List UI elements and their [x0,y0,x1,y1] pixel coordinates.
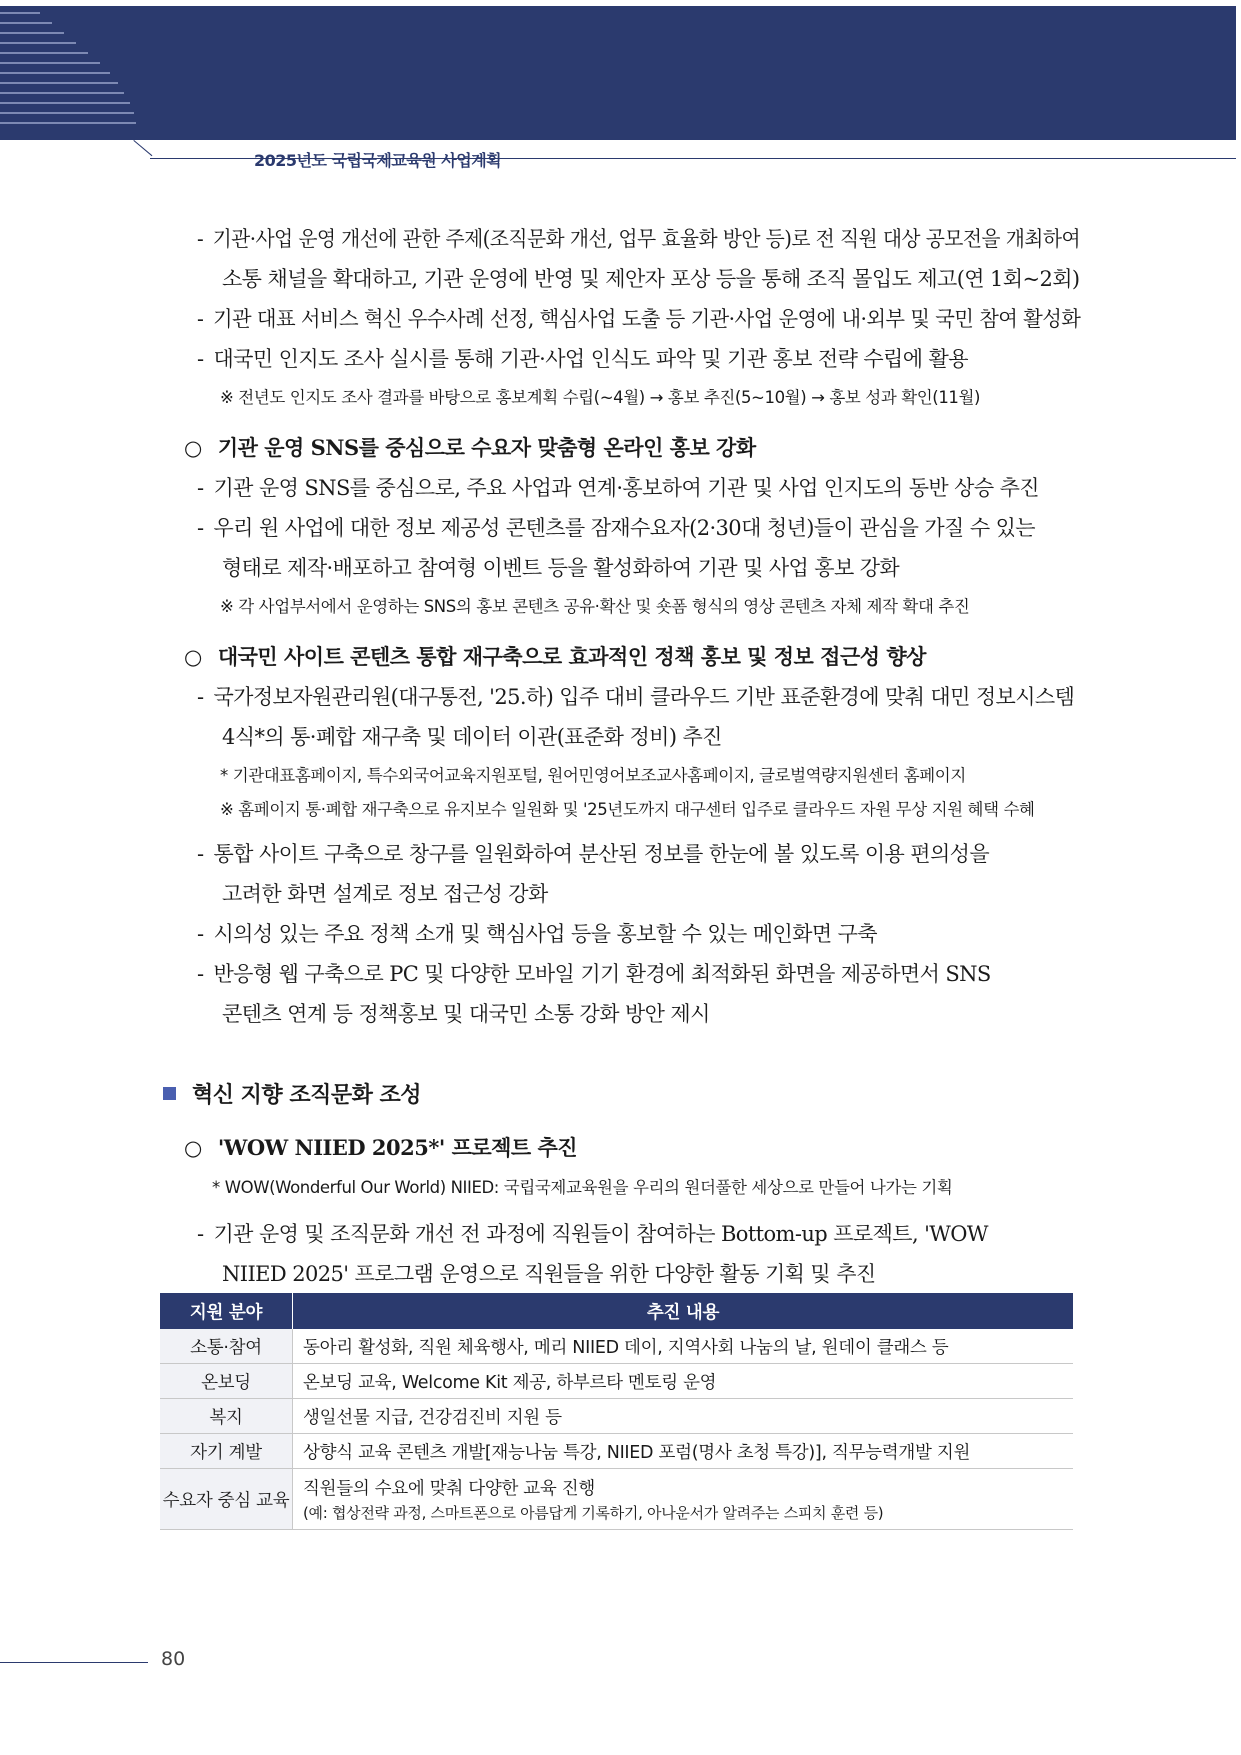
table-header-row [160,1293,1073,1329]
note-line: ※ 전년도 인지도 조사 결과를 바탕으로 홍보계획 수립(~4월) → 홍보 추진(5~10월) → 홍보 성과 확인(11월) [220,388,981,407]
footer-rule [0,1662,148,1663]
category-cell: 수요자 중심 교육 [160,1469,293,1530]
category-cell: 자기 계발 [160,1434,293,1469]
content-cell [293,1469,1074,1530]
body-line: 소통 채널을 확대하고, 기관 운영에 반영 및 제안자 포상 등을 통해 조직 몰입도 제고(연 1회~2회) [222,267,1080,291]
content-cell: 상향식 교육 콘텐츠 개발[재능나눔 특강, NIIED 포럼(명사 초청 특강)], 직무능력개발 지원 [293,1434,1074,1469]
content-sub: (예: 협상전략 과정, 스마트폰으로 아름답게 기록하기, 아나운서가 알려주는 스피치 훈련 등) [303,1504,884,1522]
note-line: * 기관대표홈페이지, 특수외국어교육지원포털, 원어민영어보조교사홈페이지, 글로벌역량지원센터 홈페이지 [220,766,966,785]
category-cell: 온보딩 [160,1364,293,1399]
table-row [160,1364,1073,1399]
body-line: 형태로 제작·배포하고 참여형 이벤트 등을 활성화하여 기관 및 사업 홍보 강화 [222,556,900,580]
section-heading: 혁신 지향 조직문화 조성 [163,1078,421,1109]
header-stripes [0,8,140,128]
content-cell: 동아리 활성화, 직원 체육행사, 메리 NIIED 데이, 지역사회 나눔의 날, 원데이 클래스 등 [293,1329,1074,1364]
subheading: ○ 'WOW NIIED 2025*' 프로젝트 추진 [184,1135,578,1160]
body-line: - 대국민 인지도 조사 실시를 통해 기관·사업 인식도 파악 및 기관 홍보 전략 수립에 활용 [197,347,968,371]
body-line: - 국가정보자원관리원(대구통전, '25.하) 입주 대비 클라우드 기반 표준환경에 맞춰 대민 정보시스템 [197,685,1075,709]
page-number: 80 [161,1648,186,1670]
table-row [160,1399,1073,1434]
body-line: - 시의성 있는 주요 정책 소개 및 핵심사업 등을 홍보할 수 있는 메인화면 구축 [197,922,877,946]
support-table [160,1293,1073,1530]
body-line: - 기관·사업 운영 개선에 관한 주제(조직문화 개선, 업무 효율화 방안 등)로 전 직원 대상 공모전을 개최하여 [197,227,1081,251]
body-line: - 기관 운영 및 조직문화 개선 전 과정에 직원들이 참여하는 Bottom-up 프로젝트, 'WOW [197,1222,988,1246]
table-header-cell: 추진 내용 [293,1293,1074,1329]
category-cell: 복지 [160,1399,293,1434]
body-line: - 기관 운영 SNS를 중심으로, 주요 사업과 연계·홍보하여 기관 및 사업 인지도의 동반 상승 추진 [197,476,1039,500]
content-main: 직원들의 수요에 맞춰 다양한 교육 진행 [303,1479,595,1499]
table-row [160,1469,1073,1530]
note-line: ※ 각 사업부서에서 운영하는 SNS의 홍보 콘텐츠 공유·확산 및 숏폼 형식의 영상 콘텐츠 자체 제작 확대 추진 [220,597,970,616]
document-title: 2025년도 국립국제교육원 사업계획 [254,151,502,170]
table-row [160,1434,1073,1469]
category-cell: 소통·참여 [160,1329,293,1364]
header-band [0,6,1236,140]
square-bullet-icon [163,1087,176,1100]
header-diagonal [133,140,152,156]
body-line: 콘텐츠 연계 등 정책홍보 및 대국민 소통 강화 방안 제시 [222,1002,710,1026]
table-row [160,1329,1073,1364]
body-line: NIIED 2025' 프로그램 운영으로 직원들을 위한 다양한 활동 기획 및 추진 [222,1262,876,1286]
content-cell: 온보딩 교육, Welcome Kit 제공, 하부르타 멘토링 운영 [293,1364,1074,1399]
body-line: 고려한 화면 설계로 정보 접근성 강화 [222,882,548,906]
note-line: ※ 홈페이지 통·폐합 재구축으로 유지보수 일원화 및 '25년도까지 대구센터 입주로 클라우드 자원 무상 지원 혜택 수혜 [220,800,1035,819]
subheading: ○ 기관 운영 SNS를 중심으로 수요자 맞춤형 온라인 홍보 강화 [184,435,756,460]
body-line: - 반응형 웹 구축으로 PC 및 다양한 모바일 기기 환경에 최적화된 화면을 제공하면서 SNS [197,962,991,986]
body-line: 4식*의 통·폐합 재구축 및 데이터 이관(표준화 정비) 추진 [222,725,722,749]
table-header-cell: 지원 분야 [160,1293,293,1329]
note-line: * WOW(Wonderful Our World) NIIED: 국립국제교육원을 우리의 원더풀한 세상으로 만들어 나가는 기획 [212,1178,953,1197]
content-cell: 생일선물 지급, 건강검진비 지원 등 [293,1399,1074,1434]
body-line: - 우리 원 사업에 대한 정보 제공성 콘텐츠를 잠재수요자(2·30대 청년)들이 관심을 가질 수 있는 [197,516,1035,540]
body-line: - 기관 대표 서비스 혁신 우수사례 선정, 핵심사업 도출 등 기관·사업 운영에 내·외부 및 국민 참여 활성화 [197,307,1081,331]
subheading: ○ 대국민 사이트 콘텐츠 통합 재구축으로 효과적인 정책 홍보 및 정보 접근성 향상 [184,644,926,669]
body-line: - 통합 사이트 구축으로 창구를 일원화하여 분산된 정보를 한눈에 볼 있도록 이용 편의성을 [197,842,990,866]
